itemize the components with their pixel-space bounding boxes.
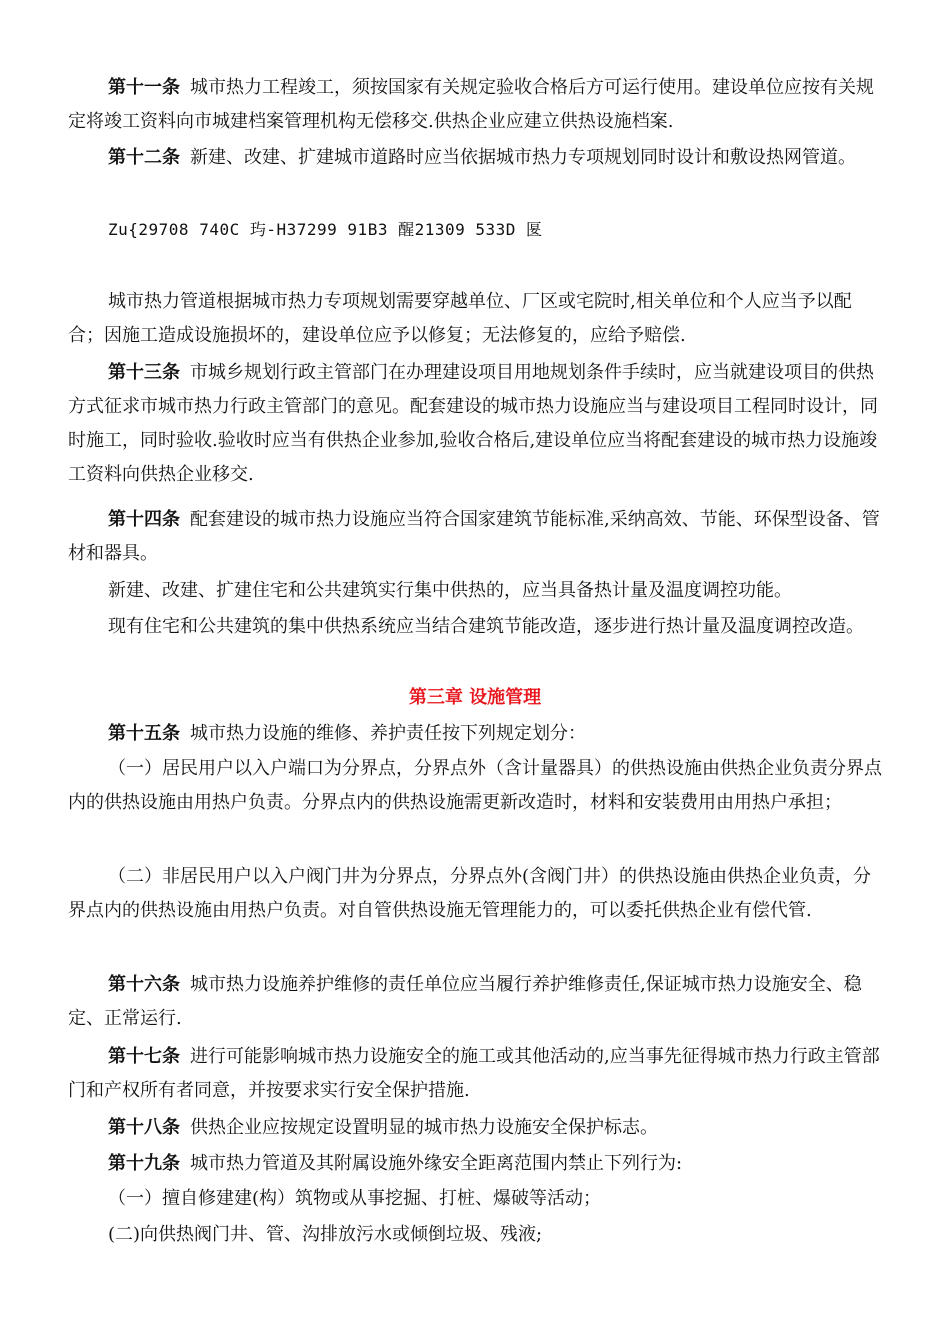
article-12 (68, 141, 884, 175)
article-label: 第十九条 (108, 1153, 180, 1174)
article-label: 第十五条 (108, 723, 180, 744)
article-label: 第十七条 (108, 1046, 180, 1067)
article-text: 城市热力设施的维修、养护责任按下列规定划分： (190, 723, 586, 744)
garbled-line: Zu{29708 740C 玙-H37299 91B3 醒21309 533D 匽 (108, 220, 543, 239)
article-label: 第十六条 (108, 974, 180, 995)
article-15-item-2: （二）非居民用户以入户阀门井为分界点，分界点外(含阀门井）的供热设施由供热企业负责，分界点内的供热设施由用热户负责。对自管供热设施无管理能力的，可以委托供热企业有偿代管. (68, 866, 872, 921)
paragraph-existing-buildings: 现有住宅和公共建筑的集中供热系统应当结合建筑节能改造，逐步进行热计量及温度调控改造。 (108, 616, 864, 637)
article-label: 第十四条 (108, 509, 180, 530)
article-text: 进行可能影响城市热力设施安全的施工或其他活动的,应当事先征得城市热力行政主管部门和产权所有者同意，并按要求实行安全保护措施. (68, 1046, 880, 1101)
article-text: 城市热力管道及其附属设施外缘安全距离范围内禁止下列行为: (190, 1153, 683, 1174)
article-16 (68, 968, 884, 1036)
article-text: 市城乡规划行政主管部门在办理建设项目用地规划条件手续时，应当就建设项目的供热方式征求市城市热力行政主管部门的意见。配套建设的城市热力设施应当与建设项目工程同时设计，同时施工，同时验收.验收时应当有供热企业参加,验收合格后,建设单位应当将配套建设的城市热力设施竣工资料向供热企业移交. (68, 362, 878, 485)
article-14 (68, 503, 884, 571)
article-19-item-2: (二)向供热阀门井、管、沟排放污水或倾倒垃圾、残液; (108, 1224, 543, 1245)
article-label: 第十八条 (108, 1117, 180, 1138)
article-text: 供热企业应按规定设置明显的城市热力设施安全保护标志。 (190, 1117, 658, 1138)
article-label: 第十二条 (108, 147, 180, 168)
article-text: 配套建设的城市热力设施应当符合国家建筑节能标准,采纳高效、节能、环保型设备、管材和器具。 (68, 509, 880, 564)
article-label: 第十三条 (108, 362, 180, 383)
article-text: 城市热力设施养护维修的责任单位应当履行养护维修责任,保证城市热力设施安全、稳定、正常运行. (68, 974, 862, 1029)
article-15-item-1: （一）居民用户以入户端口为分界点，分界点外（含计量器具）的供热设施由供热企业负责分界点内的供热设施由用热户负责。分界点内的供热设施需更新改造时，材料和安装费用由用热户承担； (68, 758, 882, 813)
article-18 (68, 1111, 884, 1145)
article-17 (68, 1040, 884, 1108)
paragraph-new-buildings: 新建、改建、扩建住宅和公共建筑实行集中供热的，应当具备热计量及温度调控功能。 (108, 580, 792, 601)
article-19-item-1: （一）擅自修建建(构）筑物或从事挖掘、打桩、爆破等活动； (108, 1188, 602, 1209)
article-13 (68, 356, 884, 492)
article-19 (68, 1147, 884, 1181)
article-text: 城市热力工程竣工，须按国家有关规定验收合格后方可运行使用。建设单位应按有关规定将竣工资料向市城建档案管理机构无偿移交.供热企业应建立供热设施档案. (68, 77, 874, 132)
article-label: 第十一条 (108, 77, 180, 98)
article-15 (68, 717, 884, 751)
article-11 (68, 71, 884, 139)
chapter-heading: 第三章 设施管理 (408, 687, 542, 708)
article-text: 新建、改建、扩建城市道路时应当依据城市热力专项规划同时设计和敷设热网管道。 (190, 147, 856, 168)
paragraph-pipeline-passage: 城市热力管道根据城市热力专项规划需要穿越单位、厂区或宅院时,相关单位和个人应当予以配合；因施工造成设施损坏的，建设单位应予以修复；无法修复的，应给予赔偿. (68, 291, 852, 346)
